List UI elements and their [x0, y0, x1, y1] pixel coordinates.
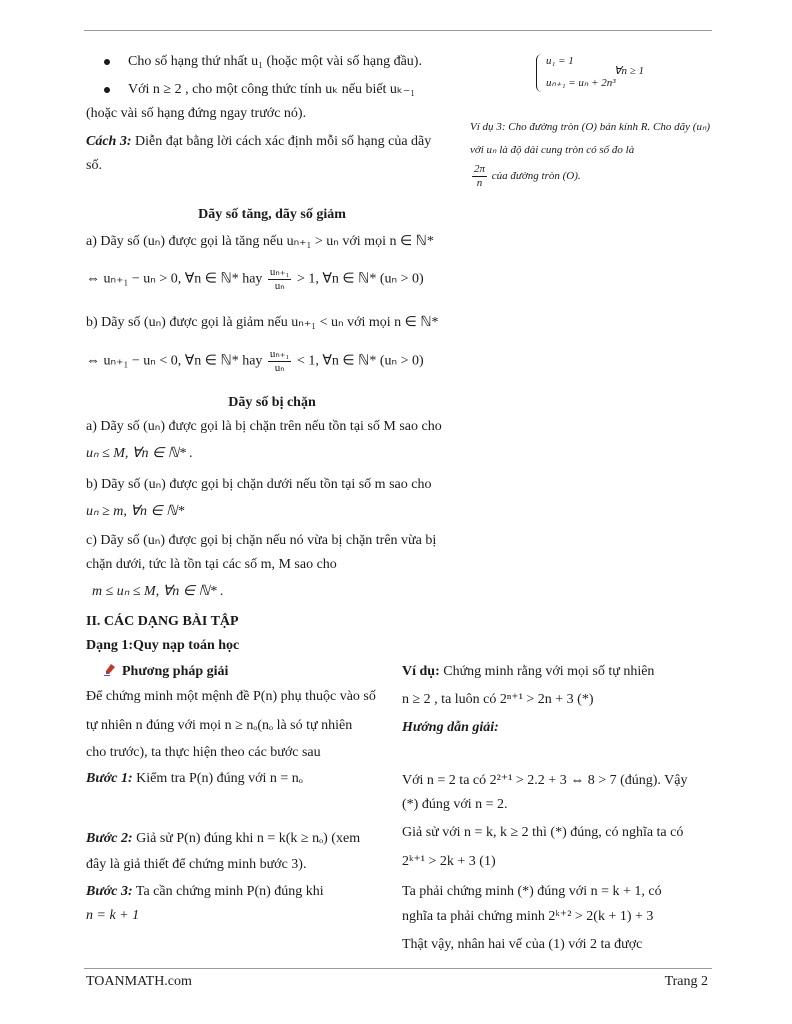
step-2: Bước 2: Giả sử P(n) đúng khi n = k(k ≥ nₒ) (xem	[86, 831, 361, 846]
example-3-body: Ví dụ 3: Cho đường tròn (O) bán kính R. Cho dãy (uₙ) với uₙ là độ dài cung tròn có số đo là	[470, 121, 710, 156]
method-3-cont: số.	[86, 158, 102, 173]
section-title: II. CÁC DẠNG BÀI TẬP	[86, 614, 239, 629]
decreasing-def: b) Dãy số (uₙ) được gọi là giảm nếu uₙ₊₁ < uₙ với mọi n ∈ ℕ*	[86, 315, 439, 330]
footer-site: TOANMATH.com	[86, 974, 192, 989]
method-line-1: Để chứng minh một mệnh đề P(n) phụ thuộc vào số	[86, 689, 376, 704]
example-3-fraction: $\frac{2\pi}{n}$	[474, 163, 486, 189]
solution-step-2b: 2ᵏ⁺¹ > 2k + 3 (1)	[402, 854, 496, 869]
decreasing-fraction: $\frac{\text{uₙ₊₁}}{\text{uₙ}}$	[269, 348, 290, 374]
system-line-1: u₁ = 1	[546, 55, 574, 67]
bullet-2	[104, 87, 110, 93]
bullet-2-text: Với n ≥ 2 , cho một công thức tính uₖ nếu biết uₖ₋₁	[128, 82, 416, 97]
bounded-below-1: b) Dãy số (uₙ) được gọi bị chặn dưới nếu tồn tại số m sao cho	[86, 477, 432, 492]
footer-page-number: Trang 2	[664, 974, 708, 989]
step-3: Bước 3: Ta cần chứng minh P(n) đúng khi	[86, 884, 324, 899]
bullet-1-text: Cho số hạng thứ nhất u₁ (hoặc một vài số hạng đầu).	[128, 54, 422, 69]
solution-step-1a: Với n = 2 ta có 2²⁺¹ > 2.2 + 3 ⇔ 8 > 7 (đúng). Vậy	[402, 773, 688, 788]
example-statement: n ≥ 2 , ta luôn có 2ⁿ⁺¹ > 2n + 3 (*)	[402, 692, 594, 707]
solution-step-3a: Ta phải chứng minh (*) đúng với n = k + 1, có	[402, 884, 662, 899]
decreasing-eq: ⇔ uₙ₊₁ − uₙ < 0, ∀n ∈ ℕ* hay $\frac{\text{uₙ₊₁}}{\text{uₙ}}$ < 1, ∀n ∈ ℕ* (uₙ > 0)	[86, 348, 424, 374]
header-rule	[84, 30, 712, 31]
bounded-above-2: uₙ ≤ M, ∀n ∈ ℕ* .	[86, 446, 193, 461]
bounded-above-1: a) Dãy số (uₙ) được gọi là bị chặn trên nếu tồn tại số M sao cho	[86, 419, 442, 434]
method-line-3: cho trước), ta thực hiện theo các bước sau	[86, 745, 321, 760]
example-heading: Ví dụ: Chứng minh rằng với mọi số tự nhiên	[402, 664, 655, 679]
bounded-3: m ≤ uₙ ≤ M, ∀n ∈ ℕ* .	[92, 584, 224, 599]
step-1: Bước 1: Kiểm tra P(n) đúng với n = nₒ	[86, 771, 303, 786]
increasing-fraction: $\frac{\text{uₙ₊₁}}{\text{uₙ}}$	[269, 266, 290, 292]
system-line-2: uₙ₊₁ = uₙ + 2n³	[546, 77, 616, 89]
bounded-2: chặn dưới, tức là tồn tại các số m, M sao cho	[86, 557, 337, 572]
footer-rule	[84, 968, 712, 969]
example-3-tail: $\frac{2\pi}{n}$ của đường tròn (O).	[474, 163, 581, 189]
bullet-1	[104, 59, 110, 65]
method-3: Cách 3: Diễn đạt bằng lời cách xác định mỗi số hạng của dãy	[86, 134, 432, 149]
bounded-below-2: uₙ ≥ m, ∀n ∈ ℕ*	[86, 504, 185, 519]
step-3-cont: n = k + 1	[86, 908, 140, 923]
example-3-text	[470, 116, 710, 162]
step-2-cont: đây là giả thiết để chứng minh bước 3).	[86, 857, 307, 872]
solution-heading: Hướng dẫn giải:	[402, 720, 499, 735]
heading-bounded: Dãy số bị chặn	[228, 395, 316, 410]
system-brace	[536, 54, 544, 92]
bullet-2-cont: (hoặc vài số hạng đứng ngay trước nó).	[86, 106, 307, 121]
solution-step-4: Thật vậy, nhân hai vế của (1) với 2 ta được	[402, 937, 643, 952]
pen-icon	[104, 664, 116, 676]
system-condition: ∀n ≥ 1	[614, 65, 645, 77]
solution-step-1b: (*) đúng với n = 2.	[402, 797, 508, 812]
bounded-1: c) Dãy số (uₙ) được gọi bị chặn nếu nó vừa bị chặn trên vừa bị	[86, 533, 437, 548]
method-line-2: tự nhiên n đúng với mọi n ≥ nₒ(nₒ là só tự nhiên	[86, 718, 353, 733]
solution-step-3b: nghĩa ta phải chứng minh 2ᵏ⁺² > 2(k + 1) + 3	[402, 909, 654, 924]
solution-step-2a: Giả sử với n = k, k ≥ 2 thì (*) đúng, có nghĩa ta có	[402, 825, 684, 840]
increasing-def: a) Dãy số (uₙ) được gọi là tăng nếu uₙ₊₁ > uₙ với mọi n ∈ ℕ*	[86, 234, 434, 249]
method-heading: Phương pháp giải	[104, 660, 228, 684]
heading-increasing-decreasing: Dãy số tăng, dãy số giảm	[198, 207, 346, 222]
type-1-title: Dạng 1:Quy nạp toán học	[86, 638, 240, 653]
increasing-eq: ⇔ uₙ₊₁ − uₙ > 0, ∀n ∈ ℕ* hay $\frac{\text{uₙ₊₁}}{\text{uₙ}}$ > 1, ∀n ∈ ℕ* (uₙ > 0)	[86, 266, 424, 292]
